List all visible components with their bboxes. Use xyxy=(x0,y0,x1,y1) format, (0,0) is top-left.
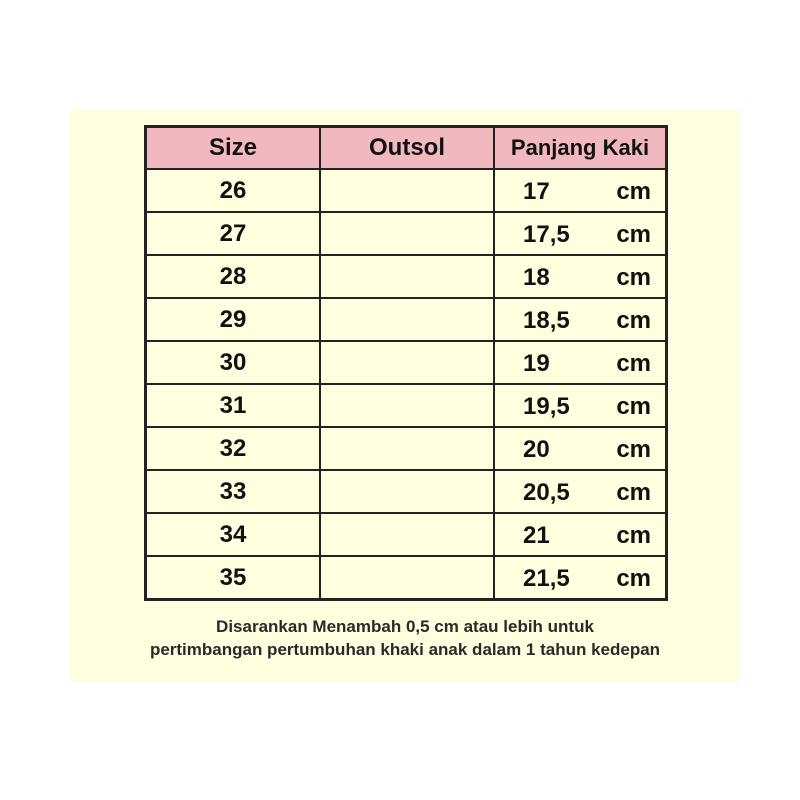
table-row xyxy=(146,341,667,384)
outsol-cell xyxy=(320,427,494,470)
header-size: Size xyxy=(146,127,321,170)
panjang-kaki-cell xyxy=(494,212,667,255)
panjang-kaki-cell xyxy=(494,513,667,556)
table-row xyxy=(146,470,667,513)
panjang-kaki-cell xyxy=(494,556,667,600)
panjang-kaki-value: 19 xyxy=(523,350,550,377)
table-row xyxy=(146,255,667,298)
header-outsol: Outsol xyxy=(320,127,494,170)
panjang-kaki-value: 18 xyxy=(523,264,550,291)
panjang-kaki-unit: cm xyxy=(616,307,651,334)
panjang-kaki-unit: cm xyxy=(616,565,651,592)
size-cell: 29 xyxy=(146,298,321,341)
size-cell: 27 xyxy=(146,212,321,255)
panjang-kaki-unit: cm xyxy=(616,221,651,248)
size-cell: 33 xyxy=(146,470,321,513)
size-cell: 26 xyxy=(146,169,321,212)
note-line-2: pertimbangan pertumbuhan khaki anak dalam 1 tahun kedepan xyxy=(149,640,661,659)
outsol-cell xyxy=(320,341,494,384)
panjang-kaki-cell xyxy=(494,169,667,212)
table-row xyxy=(146,513,667,556)
table-row xyxy=(146,298,667,341)
note-line-1: Disarankan Menambah 0,5 cm atau lebih untuk xyxy=(216,617,594,636)
table-row xyxy=(146,556,667,600)
size-cell: 30 xyxy=(146,341,321,384)
panjang-kaki-cell xyxy=(494,255,667,298)
table-row xyxy=(146,212,667,255)
size-cell: 28 xyxy=(146,255,321,298)
outsol-cell xyxy=(320,556,494,600)
table-row xyxy=(146,384,667,427)
panjang-kaki-unit: cm xyxy=(616,436,651,463)
panjang-kaki-value: 20 xyxy=(523,436,550,463)
table-row xyxy=(146,427,667,470)
outsol-cell xyxy=(320,169,494,212)
panjang-kaki-value: 17 xyxy=(523,178,550,205)
outsol-cell xyxy=(320,384,494,427)
panjang-kaki-value: 21,5 xyxy=(523,565,570,592)
panjang-kaki-value: 19,5 xyxy=(523,393,570,420)
panjang-kaki-cell xyxy=(494,427,667,470)
panjang-kaki-cell xyxy=(494,341,667,384)
outsol-cell xyxy=(320,212,494,255)
panjang-kaki-unit: cm xyxy=(616,522,651,549)
outsol-cell xyxy=(320,298,494,341)
size-cell: 31 xyxy=(146,384,321,427)
header-panjang-kaki: Panjang Kaki xyxy=(494,127,667,170)
panjang-kaki-unit: cm xyxy=(616,479,651,506)
outsol-cell xyxy=(320,470,494,513)
panjang-kaki-unit: cm xyxy=(616,393,651,420)
size-cell: 32 xyxy=(146,427,321,470)
table-header-row xyxy=(146,127,667,170)
size-cell: 34 xyxy=(146,513,321,556)
panjang-kaki-cell xyxy=(494,298,667,341)
table-row xyxy=(146,169,667,212)
panjang-kaki-value: 17,5 xyxy=(523,221,570,248)
size-chart-table xyxy=(144,125,668,601)
outsol-cell xyxy=(320,255,494,298)
panjang-kaki-value: 18,5 xyxy=(523,307,570,334)
panjang-kaki-unit: cm xyxy=(616,178,651,205)
panjang-kaki-value: 20,5 xyxy=(523,479,570,506)
panjang-kaki-cell xyxy=(494,470,667,513)
outsol-cell xyxy=(320,513,494,556)
panjang-kaki-unit: cm xyxy=(616,264,651,291)
size-cell: 35 xyxy=(146,556,321,600)
panjang-kaki-cell xyxy=(494,384,667,427)
panjang-kaki-value: 21 xyxy=(523,522,550,549)
panjang-kaki-unit: cm xyxy=(616,350,651,377)
